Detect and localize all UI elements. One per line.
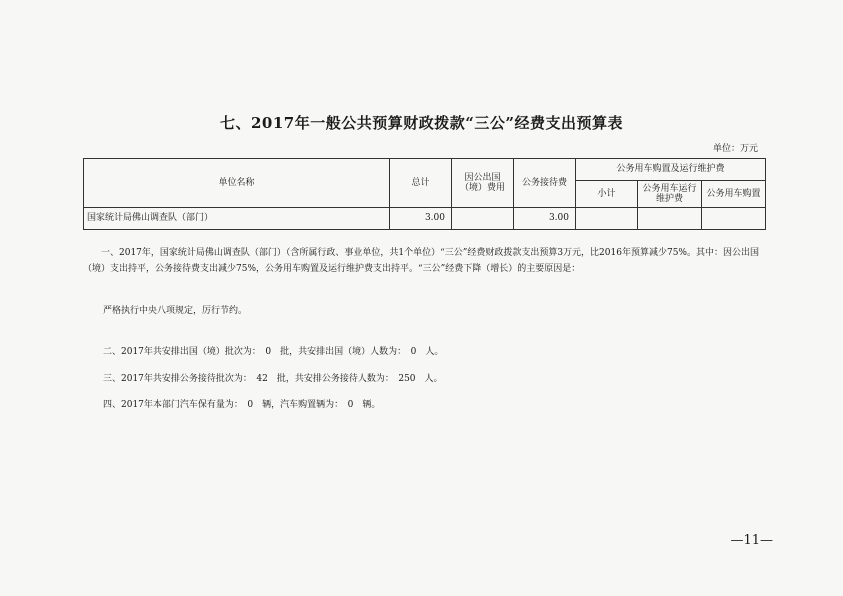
- header-subtotal: 小计: [576, 181, 638, 208]
- paragraph-vehicles: 四、2017年本部门汽车保有量为： 0 辆，汽车购置辆为： 0 辆。: [103, 400, 381, 410]
- cell-vehicle-purchase: [702, 208, 766, 230]
- paragraph-summary: 一、2017年，国家统计局佛山调查队（部门）（含所属行政、事业单位，共1个单位）“三公”经费财政拨款支出预算3万元，比2016年预算减少75%。其中：因公出国（境）支出持平，公务接待费支出减少75%，公务用车购置及运行维护费支出持平。“三公”经费下降（增长）的主要原因是：: [83, 248, 759, 274]
- header-vehicle-purchase: 公务用车购置: [702, 181, 766, 208]
- cell-total: 3.00: [390, 208, 452, 230]
- cell-subtotal: [576, 208, 638, 230]
- cell-unit-name: 国家统计局佛山调查队（部门）: [84, 208, 390, 230]
- cell-abroad: [452, 208, 514, 230]
- budget-table: [83, 158, 766, 230]
- header-total: 总计: [390, 159, 452, 208]
- header-abroad: 因公出国（境）费用: [452, 159, 514, 208]
- header-reception: 公务接待费: [514, 159, 576, 208]
- unit-label: 单位：万元: [712, 144, 758, 154]
- cell-reception: 3.00: [514, 208, 576, 230]
- paragraph-reason: 严格执行中央八项规定，厉行节约。: [103, 306, 248, 316]
- cell-vehicle-operation: [638, 208, 702, 230]
- header-vehicle-operation: 公务用车运行维护费: [638, 181, 702, 208]
- table-row: [84, 208, 766, 230]
- page-number: —11—: [730, 533, 773, 548]
- header-unit-name: 单位名称: [84, 159, 390, 208]
- header-vehicle-group: 公务用车购置及运行维护费: [576, 159, 766, 181]
- paragraph-abroad: 二、2017年共安排出国（境）批次为： 0 批，共安排出国（境）人数为： 0 人。: [103, 347, 444, 357]
- paragraph-reception: 三、2017年共安排公务接待批次为： 42 批，共安排公务接待人数为： 250 人。: [103, 374, 443, 384]
- page-title: 七、2017年一般公共预算财政拨款“三公”经费支出预算表: [219, 114, 623, 132]
